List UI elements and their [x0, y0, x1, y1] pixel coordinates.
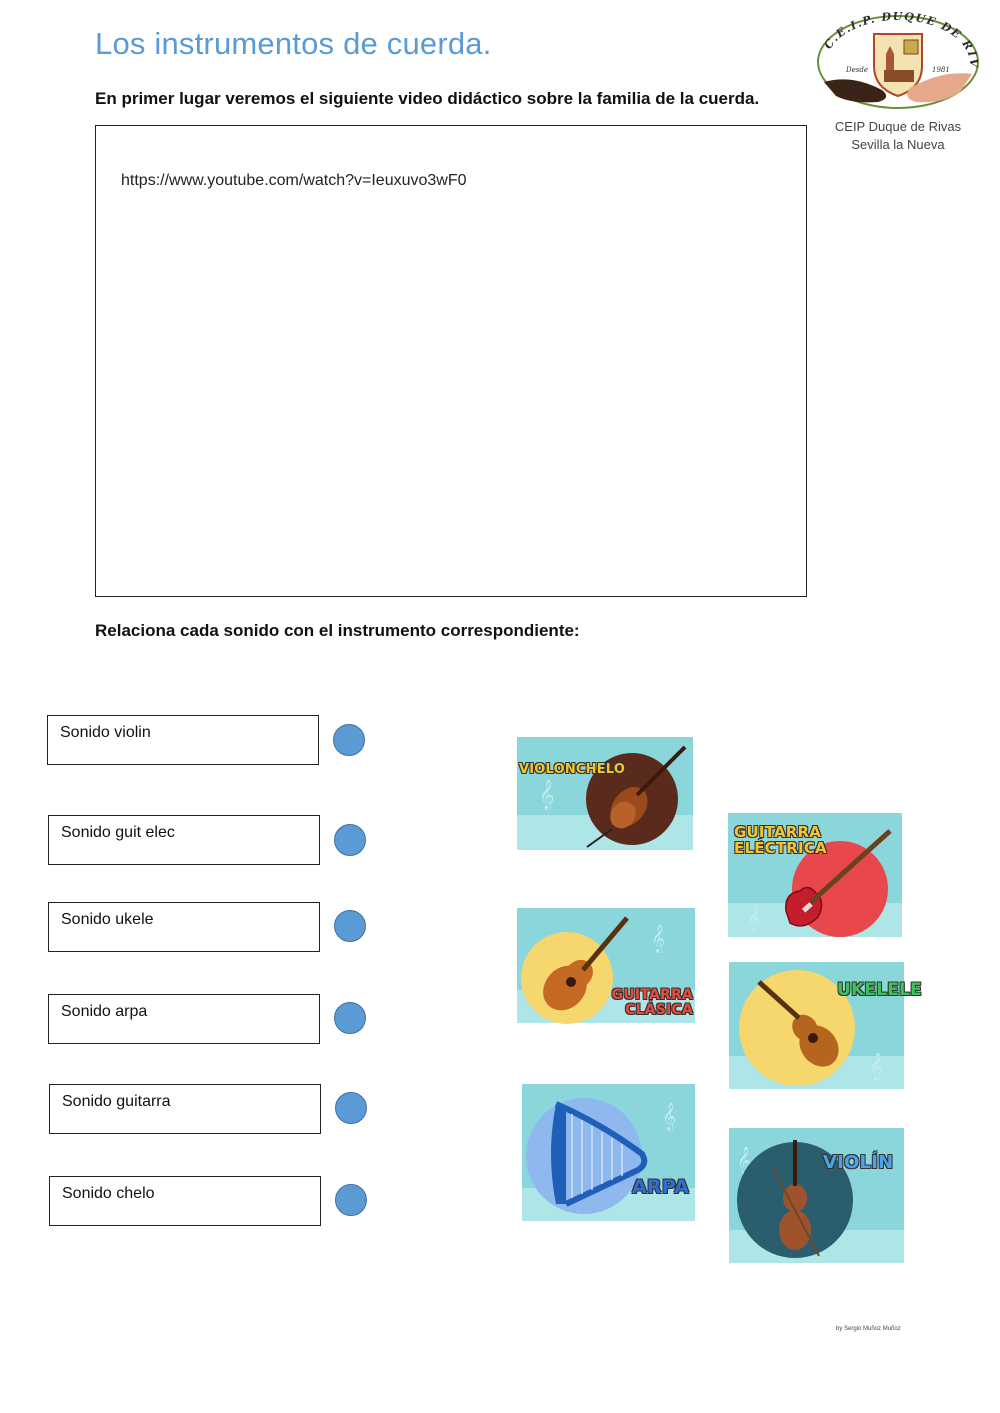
sound-box-harp[interactable]: Sonido arpa	[48, 994, 320, 1044]
sound-box-ukulele[interactable]: Sonido ukele	[48, 902, 320, 952]
card-label-line1: GUITARRA	[611, 987, 693, 1003]
instrument-card-harp[interactable]	[522, 1084, 695, 1221]
card-label-line1: UKELELE	[837, 980, 922, 1000]
svg-text:𝄞: 𝄞	[539, 779, 555, 809]
school-logo	[812, 8, 984, 116]
logo-arc-text: C.E.I.P. DUQUE DE RIV	[821, 9, 981, 68]
card-label-violin	[823, 1154, 893, 1173]
sound-box-cello[interactable]: Sonido chelo	[49, 1176, 321, 1226]
connector-dot-harp[interactable]	[334, 1002, 366, 1034]
page-title: Los instrumentos de cuerda.	[95, 26, 492, 61]
card-label-line1: GUITARRA	[734, 823, 822, 841]
card-label-electric-guitar	[734, 825, 827, 857]
match-instruction: Relaciona cada sonido con el instrumento correspondiente:	[95, 621, 580, 640]
connector-dot-cello[interactable]	[335, 1184, 367, 1216]
video-frame[interactable]	[95, 125, 807, 597]
video-url-link[interactable]: https://www.youtube.com/watch?v=Ieuxuvo3wF0	[121, 172, 467, 189]
video-instruction: En primer lugar veremos el siguiente video didáctico sobre la familia de la cuerda.	[95, 89, 760, 108]
connector-dot-ukulele[interactable]	[334, 910, 366, 942]
card-label-line1: VIOLONCHELO	[519, 762, 626, 777]
card-label-line1: ARPA	[632, 1176, 690, 1198]
sound-box-violin[interactable]: Sonido violin	[47, 715, 319, 765]
instrument-card-ukulele[interactable]	[729, 962, 922, 1089]
card-label-cello	[519, 763, 625, 777]
connector-dot-electric-guitar[interactable]	[334, 824, 366, 856]
sound-box-electric-guitar[interactable]: Sonido guit elec	[48, 815, 320, 865]
card-label-line1: VIOLÍN	[823, 1152, 894, 1173]
svg-text:𝄞: 𝄞	[651, 925, 666, 952]
school-town: Sevilla la Nueva	[851, 137, 945, 152]
svg-text:𝄞: 𝄞	[737, 1147, 752, 1174]
logo-since: Desde	[846, 66, 868, 74]
author-credit: by Sergio Muñoz Muñoz	[836, 1326, 901, 1332]
instrument-card-cello[interactable]	[517, 737, 693, 850]
connector-dot-guitar[interactable]	[335, 1092, 367, 1124]
school-name: CEIP Duque de Rivas	[834, 119, 962, 134]
logo-year: 1981	[932, 66, 950, 74]
card-label-ukulele	[837, 982, 922, 1000]
school-caption	[820, 118, 976, 154]
connector-dot-violin[interactable]	[333, 724, 365, 756]
card-label-line2: CLÁSICA	[625, 1001, 693, 1018]
card-label-harp	[632, 1178, 689, 1198]
instrument-card-classical-guitar[interactable]	[517, 908, 695, 1023]
card-label-classical-guitar	[609, 988, 693, 1017]
sound-box-guitar[interactable]: Sonido guitarra	[49, 1084, 321, 1134]
card-label-line2: ELÉCTRICA	[734, 838, 827, 857]
instrument-card-electric-guitar[interactable]	[728, 813, 902, 937]
svg-text:𝄞: 𝄞	[662, 1103, 677, 1130]
instrument-card-violin[interactable]	[729, 1128, 904, 1263]
